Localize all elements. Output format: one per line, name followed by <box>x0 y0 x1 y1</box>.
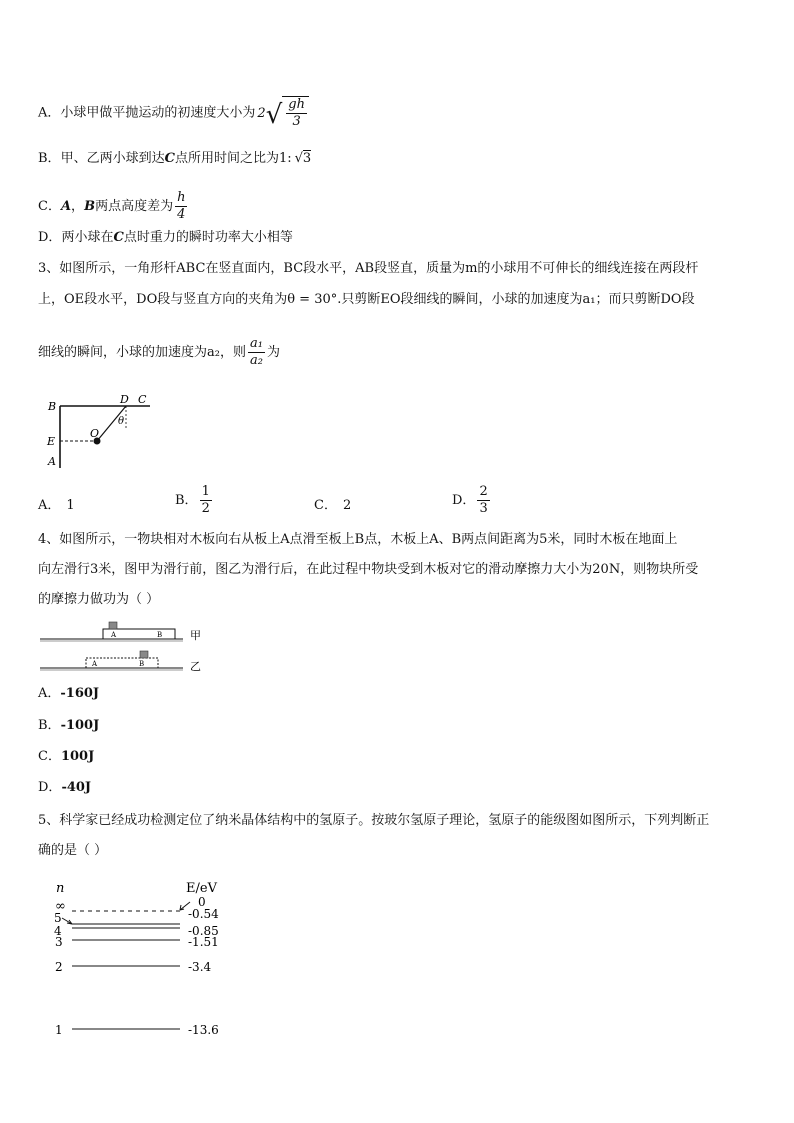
q2-option-b: B．甲、乙两小球到达C点所用时间之比为1: √3 <box>38 151 312 166</box>
q4-text-line-1: 4、如图所示，一物块相对木板向右从板上A点滑至板上B点，木板上A、B两点间距离为5米，同时木板在地面上 <box>38 532 678 547</box>
denominator: a₂ <box>249 353 263 368</box>
denominator: 3 <box>479 501 488 516</box>
level-n-2: 2 <box>55 960 63 974</box>
numerator: a₁ <box>249 336 263 351</box>
option-fraction <box>200 484 212 517</box>
label-jia: 甲 <box>190 629 201 642</box>
option-label: C． <box>38 749 61 764</box>
sqrt-expression: √ $\frac{gh}{3}$ <box>266 96 309 130</box>
label-o: O <box>90 427 100 440</box>
option-text: 小球甲做平抛运动的初速度大小为 <box>60 105 256 121</box>
numerator: 2 <box>479 484 488 499</box>
level-n-3: 3 <box>55 935 63 949</box>
option-text: 两点高度差为 <box>95 199 174 214</box>
option-value: 1 <box>66 498 75 513</box>
option-label: A． <box>38 686 61 701</box>
q3-text-line-1: 3、如图所示，一角形杆ABC在竖直面内，BC段水平，AB段竖直，质量为m的小球用不可伸长的细线连接在两段杆 <box>38 261 699 276</box>
q4-text-line-2: 向左滑行3米，图甲为滑行前，图乙为滑行后，在此过程中物块受到木板对它的滑动摩擦力大小为20N，则物块所受 <box>38 562 699 577</box>
q4-option-c <box>38 747 94 767</box>
q4-option-d <box>38 778 91 798</box>
option-label: D． <box>38 780 62 795</box>
label-b-jia: B <box>157 631 163 639</box>
level-n-4: 4 <box>54 924 62 938</box>
q4-text-line-3: 的摩擦力做功为（ ） <box>38 592 160 607</box>
acceleration-ratio <box>248 336 265 369</box>
level-n-1: 1 <box>55 1023 63 1037</box>
option-value: 2 <box>342 498 352 513</box>
q3-rod-figure <box>40 390 170 480</box>
numerator: h <box>177 190 186 205</box>
q2-option-a <box>38 96 309 130</box>
point-a: A <box>60 199 72 214</box>
block-after <box>140 651 148 658</box>
level-e-2: -3.4 <box>188 960 212 974</box>
option-label: B． <box>175 493 198 508</box>
option-text: 点时重力的瞬时功率大小相等 <box>123 230 293 245</box>
text: 为 <box>266 345 280 360</box>
option-label: B． <box>38 718 61 733</box>
level-e-inf: 0 <box>198 895 206 909</box>
coefficient: 2 <box>257 105 266 121</box>
option-text: 甲、乙两小球到达 <box>60 151 165 166</box>
fraction <box>175 190 187 223</box>
option-value: 100J <box>60 749 95 764</box>
energy-axis-label: E/eV <box>186 881 217 896</box>
level-e-5: -0.54 <box>188 907 219 921</box>
option-value: -160J <box>60 686 100 701</box>
option-label: C． <box>314 498 337 513</box>
denominator: 2 <box>201 501 210 516</box>
denominator: 4 <box>177 207 186 222</box>
sqrt-three: 3 <box>302 151 312 166</box>
label-b: B <box>48 400 57 413</box>
option-value: -40J <box>61 780 92 795</box>
option-text: 两小球在 <box>61 230 114 245</box>
point-c: C <box>164 151 175 166</box>
label-theta: θ <box>118 416 125 427</box>
level-e-4: -0.85 <box>188 924 219 938</box>
q3-option-d <box>452 484 492 517</box>
point-b: B <box>84 199 96 214</box>
option-label: D． <box>38 230 62 245</box>
option-label: D． <box>452 493 476 508</box>
option-value: -100J <box>60 718 100 733</box>
label-a: A <box>48 455 56 468</box>
option-fraction <box>477 484 489 517</box>
q4-option-a <box>38 684 99 704</box>
q2-option-c <box>38 190 189 223</box>
energy-level-diagram <box>50 876 240 1046</box>
level-e-1: -13.6 <box>188 1023 219 1037</box>
q4-option-b <box>38 716 99 736</box>
q3-option-a <box>38 494 75 513</box>
option-label: A． <box>38 105 61 121</box>
q3-text-line-2: 上，OE段水平，DO段与竖直方向的夹角为θ = 30°.只剪断EO段细线的瞬间，小球的加速度为a₁；而只剪断DO段 <box>38 292 695 307</box>
option-label: B． <box>38 151 61 166</box>
numerator: 1 <box>201 484 210 499</box>
ratio: 1: <box>278 151 292 166</box>
level-n-inf: ∞ <box>55 899 66 914</box>
q5-text-line-1: 5、科学家已经成功检测定位了纳米晶体结构中的氢原子。按玻尔氢原子理论，氢原子的能级图如图所示，下列判断正 <box>38 813 710 828</box>
q4-board-figure <box>38 620 208 676</box>
label-a-jia: A <box>111 631 117 639</box>
q3-option-c <box>314 494 351 513</box>
option-text: 点所用时间之比为 <box>174 151 279 166</box>
level-e-3: -1.51 <box>188 935 219 949</box>
q2-option-d <box>38 228 293 248</box>
point-c: C <box>113 230 124 245</box>
label-yi: 乙 <box>190 660 201 673</box>
q3-text-line-3 <box>38 336 280 369</box>
option-label: C． <box>38 199 61 214</box>
label-b-yi: B <box>139 660 145 668</box>
n-axis-label: n <box>56 881 65 896</box>
sqrt-numerator: gh <box>288 97 305 112</box>
option-label: A． <box>38 498 61 513</box>
q3-option-b <box>175 484 214 517</box>
q5-text-line-2: 确的是（ ） <box>38 843 108 858</box>
label-a-yi: A <box>92 660 98 668</box>
sqrt-denominator: 3 <box>292 114 301 129</box>
label-d: D <box>120 393 129 406</box>
text: 细线的瞬间，小球的加速度为a₂，则 <box>38 345 246 360</box>
label-c: C <box>138 393 147 406</box>
label-e: E <box>47 435 56 448</box>
level-n-5: 5 <box>54 911 62 925</box>
block-before <box>109 622 117 629</box>
separator: ， <box>71 199 85 214</box>
